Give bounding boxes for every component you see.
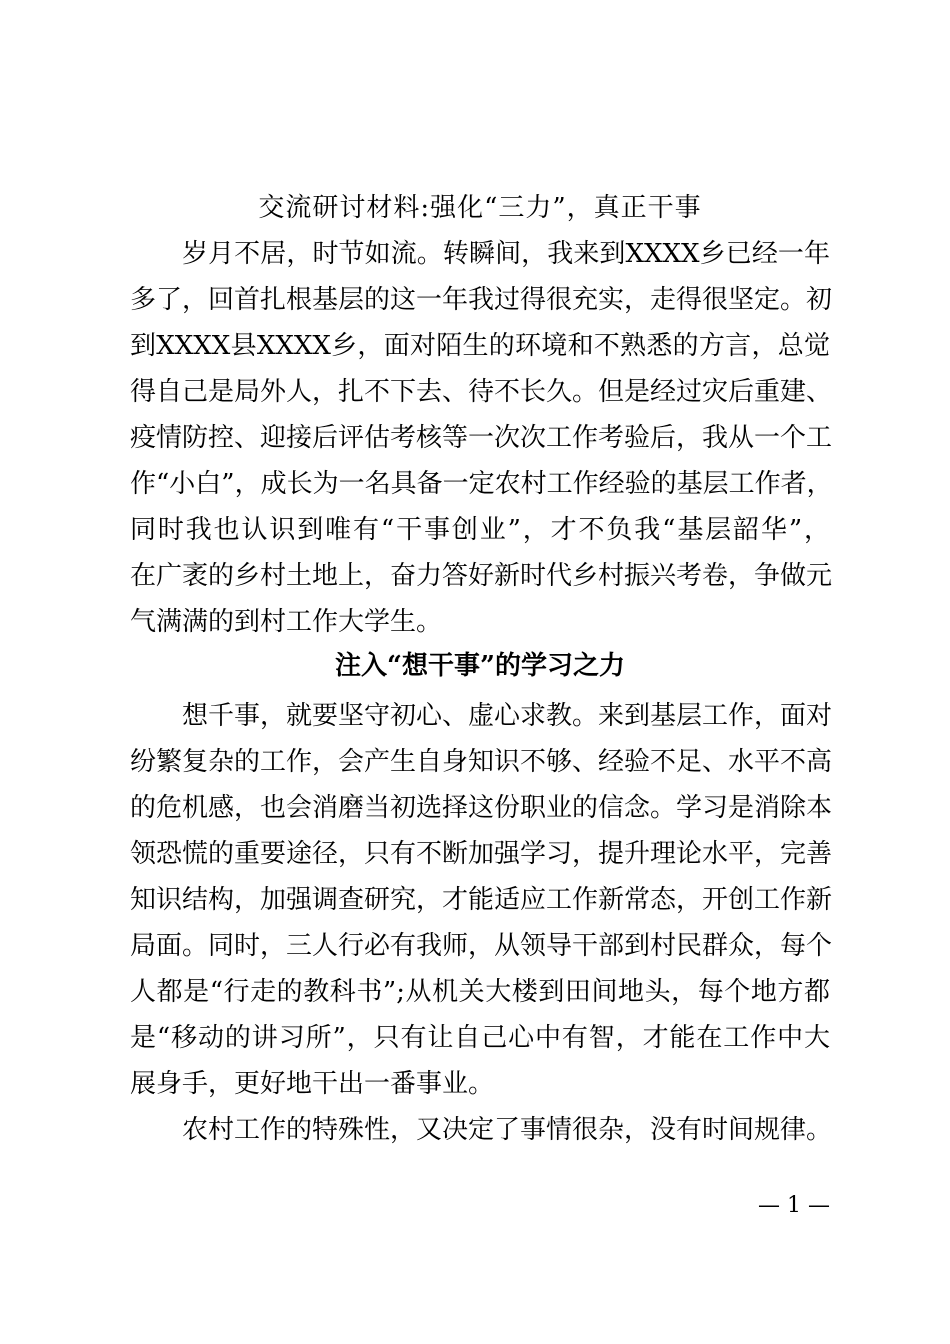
page-number: — 1 — [758, 1193, 830, 1218]
paragraph-1-line: 岁月不居，时节如流。转瞬间，我来到XXXX乡已经一年 [182, 239, 830, 269]
paragraph-1-line: 得自己是局外人，扎不下去、待不长久。但是经过灾后重建、 [130, 377, 833, 407]
paragraph-2-line: 局面。同时，三人行必有我师，从领导干部到村民群众，每个 [130, 931, 833, 961]
section-heading: 注入“想干事”的学习之力 [335, 651, 625, 681]
paragraph-1-line: 到XXXX县XXXX乡，面对陌生的环境和不熟悉的方言，总觉 [130, 331, 830, 361]
paragraph-3-line: 农村工作的特殊性，又决定了事情很杂，没有时间规律。 [182, 1115, 833, 1145]
paragraph-1-line: 同时我也认识到唯有“干事创业”，才不负我“基层韶华”， [130, 515, 830, 545]
paragraph-2-line: 想千事，就要坚守初心、虚心求教。来到基层工作，面对 [182, 701, 833, 731]
paragraph-2-line: 领恐慌的重要途径，只有不断加强学习，提升理论水平，完善 [130, 839, 833, 869]
paragraph-1-line: 气满满的到村工作大学生。 [130, 607, 443, 637]
paragraph-1-line: 疫情防控、迎接后评估考核等一次次工作考验后，我从一个工 [130, 423, 833, 453]
paragraph-1-line: 在广袤的乡村土地上，奋力答好新时代乡村振兴考卷，争做元 [130, 561, 833, 591]
paragraph-2-line: 的危机感，也会消磨当初选择这份职业的信念。学习是消除本 [130, 793, 833, 823]
paragraph-1-line: 多了，回首扎根基层的这一年我过得很充实，走得很坚定。初 [130, 285, 833, 315]
paragraph-1-line: 作“小白”，成长为一名具备一定农村工作经验的基层工作者， [130, 469, 833, 499]
paragraph-2-line: 人都是“行走的教科书”;从机关大楼到田间地头，每个地方都 [130, 977, 830, 1007]
paragraph-2-line: 纷繁复杂的工作，会产生自身知识不够、经验不足、水平不高 [130, 747, 833, 777]
paragraph-2-line: 展身手，更好地干出一番事业。 [130, 1069, 495, 1099]
document-title: 交流研讨材料:强化“三力”，真正干事 [258, 193, 702, 223]
paragraph-2-line: 知识结构，加强调查研究，才能适应工作新常态，开创工作新 [130, 885, 833, 915]
paragraph-2-line: 是“移动的讲习所”，只有让自己心中有智，才能在工作中大 [130, 1023, 830, 1053]
